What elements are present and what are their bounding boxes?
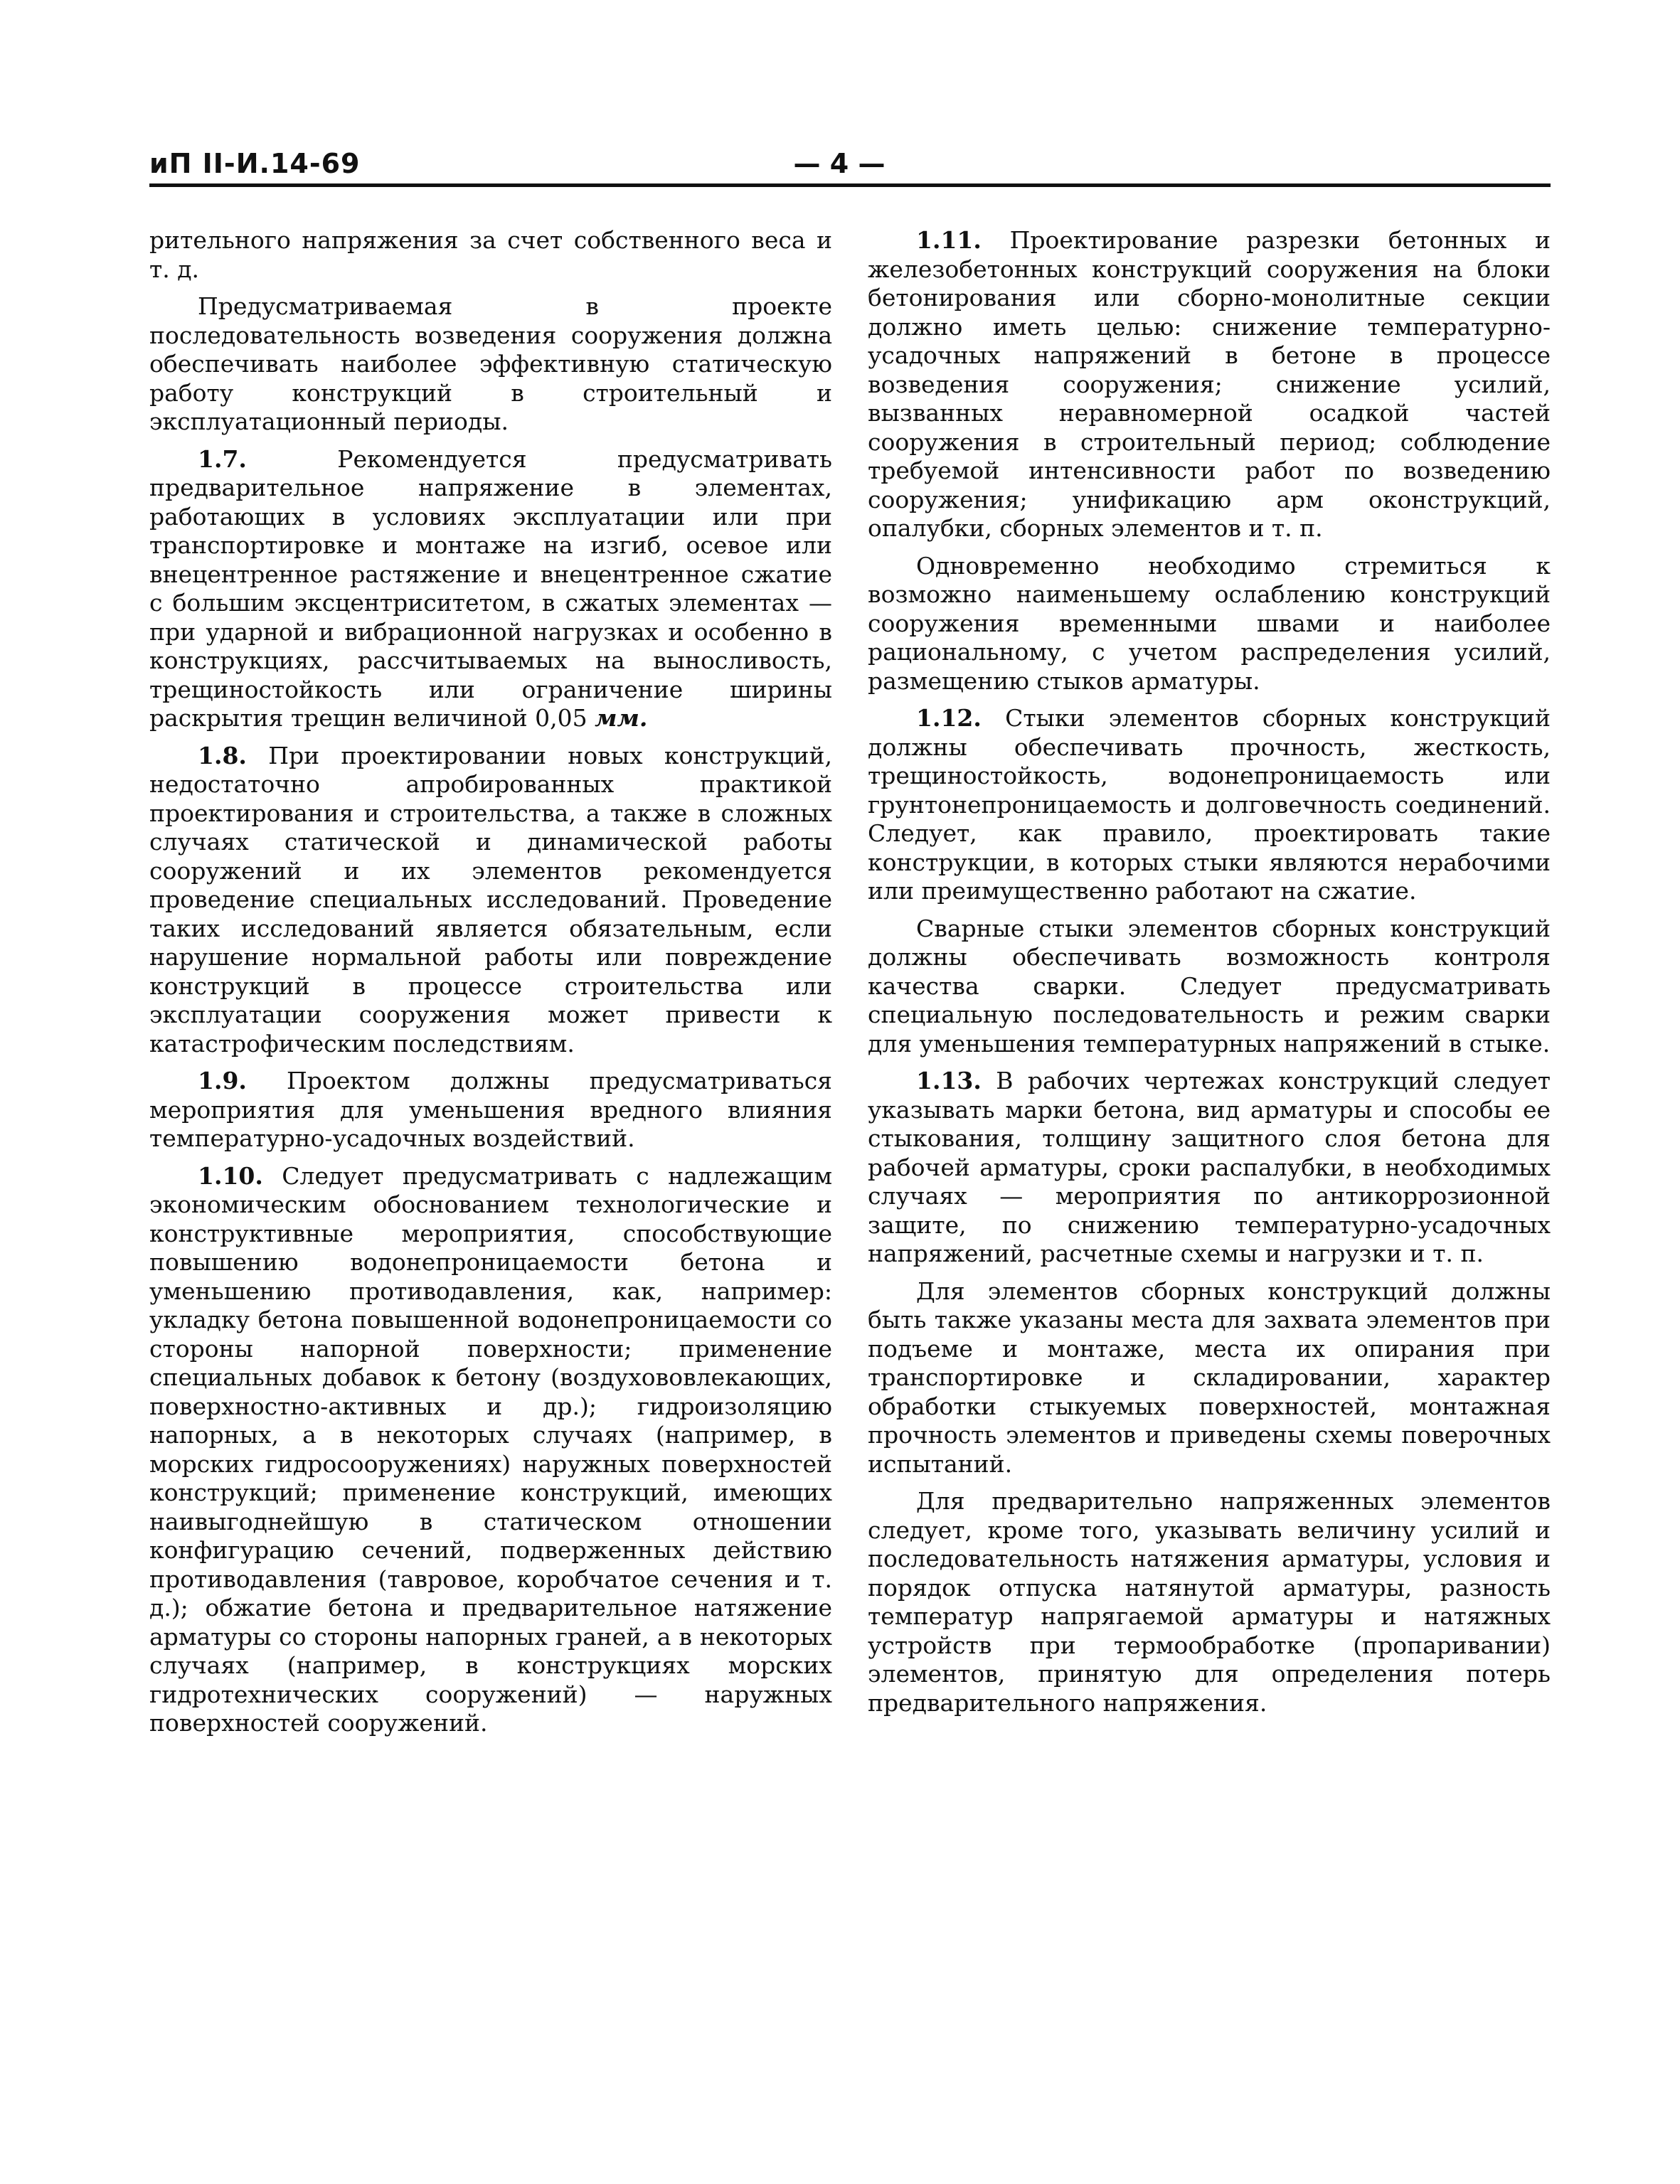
clause-number: 1.8. [198, 741, 247, 769]
page-header [149, 146, 1551, 188]
clause-1-9: 1.9. Проектом должны предусматриваться мероприятия для уменьшения вредного влияния температурно-усадочных воздействий. [149, 1067, 833, 1152]
clause-number: 1.13. [916, 1067, 982, 1094]
clause-1-13: 1.13. В рабочих чертежах конструкций следует указывать марки бетона, вид арматуры и способы ее стыкования, толщину защитного слоя бетона для рабочей арматуры, сроки распалубки, в необходимых случаях — мероприятия по антикоррозионной защите, по снижению температурно-усадочных напряжений, расчетные схемы и нагрузки и т. п. [868, 1067, 1551, 1267]
header-rule [149, 183, 1551, 187]
clause-1-10: 1.10. Следует предусматривать с надлежащим экономическим обоснованием технологические и конструктивные мероприятия, способствующие повышению водонепроницаемости бетона и уменьшению противодавления, как, например: укладку бетона повышенной водонепроницаемости со стороны напорной поверхности; применение специальных добавок к бетону (воздухововлекающих, поверхностно-активных и др.); гидроизоляцию напорных, а в некоторых случаях (например, в морских гидросооружениях) наружных поверхностей конструкций; применение конструкций, имеющих наивыгоднейшую в статическом отношении конфигурацию сечений, подверженных действию противодавления (тавровое, коробчатое сечения и т. д.); обжатие бетона и предварительное натяжение арматуры со стороны напорных граней, а в некоторых случаях (например, в конструкциях морских гидротехнических сооружений) — наружных поверхностей сооружений. [149, 1161, 832, 1737]
clause-1-8: 1.8. При проектировании новых конструкций, недостаточно апробированных практикой проектирования и строительства, а также в сложных случаях статической и динамической работы сооружений и их элементов рекомендуется проведение специальных исследований. Проведение таких исследований является обязательным, если нарушение нормальной работы или повреждение конструкций в процессе строительства или эксплуатации сооружения может привести к катастрофическим последствиям. [149, 741, 832, 1058]
clause-number: 1.9. [198, 1067, 247, 1094]
left-column [149, 226, 832, 1747]
clause-1-12: 1.12. Стыки элементов сборных конструкций должны обеспечивать прочность, жесткость, трещиностойкость, водонепроницаемость или грунтонепроницаемость и долговечность соединений. Следует, как правило, проектировать такие конструкции, в которых стыки являются нерабочими или преимущественно работают на сжатие. [868, 704, 1551, 905]
clause-number: 1.12. [916, 704, 982, 732]
clause-number: 1.10. [198, 1161, 263, 1190]
paragraph-continuation: рительного напряжения за счет собственного веса и т. д. [149, 226, 832, 283]
paragraph-sequence: Предусматриваемая в проекте последовательность возведения сооружения должна обеспечивать наиболее эффективную статическую работу конструкций в строительный и эксплуатационный периоды. [149, 292, 832, 435]
paragraph-prestressed-elements: Для предварительно напряженных элементов следует, кроме того, указывать величину усилий и последовательность натяжения арматуры, условия и порядок отпуска натянутой арматуры, разность температур напрягаемой арматуры и натяжных устройств при термообработке (пропаривании) элементов, принятую для определения потерь предварительного напряжения. [868, 1487, 1551, 1717]
clause-number: 1.7. [198, 444, 247, 473]
paragraph-weakening: Одновременно необходимо стремиться к возможно наименьшему ослаблению конструкций сооружения временными швами и наиболее рациональному, с учетом распределения усилий, размещению стыков арматуры. [868, 551, 1551, 695]
unit-label: мм. [595, 704, 648, 732]
clause-1-11: 1.11. Проектирование разрезки бетонных и железобетонных конструкций сооружения на блоки бетонирования или сборно-монолитные секции должно иметь целью: снижение температурно-усадочных напряжений в бетоне в процессе возведения сооружения; снижение усилий, вызванных неравномерной осадкой частей сооружения в строительный период; соблюдение требуемой интенсивности работ по возведению сооружения; унификацию арм оконструкций, опалубки, сборных элементов и т. п. [868, 226, 1551, 542]
right-column [868, 226, 1551, 1726]
paragraph-welded-joints: Сварные стыки элементов сборных конструкций должны обеспечивать возможность контроля качества сварки. Следует предусматривать специальную последовательность и режим сварки для уменьшения температурных напряжений в стыке. [868, 914, 1551, 1058]
clause-1-7: 1.7. Рекомендуется предусматривать предварительное напряжение в элементах, работающих в условиях эксплуатации или при транспортировке и монтаже на изгиб, осевое или внецентренное растяжение и внецентренное сжатие с большим эксцентриситетом, в сжатых элементах — при ударной и вибрационной нагрузках и особенно в конструкциях, рассчитываемых на выносливость, трещиностойкость или ограничение ширины раскрытия трещин величиной 0,05 мм. [149, 444, 832, 732]
document-code: иП II-И.14-69 [149, 148, 361, 179]
paragraph-precast-elements: Для элементов сборных конструкций должны быть также указаны места для захвата элементов при подъеме и монтаже, места их опирания при транспортировке и складировании, характер обработки стыкуемых поверхностей, монтажная прочность элементов и приведены схемы поверочных испытаний. [868, 1277, 1551, 1478]
page-number: — 4 — [793, 148, 886, 179]
clause-number: 1.11. [916, 226, 982, 254]
